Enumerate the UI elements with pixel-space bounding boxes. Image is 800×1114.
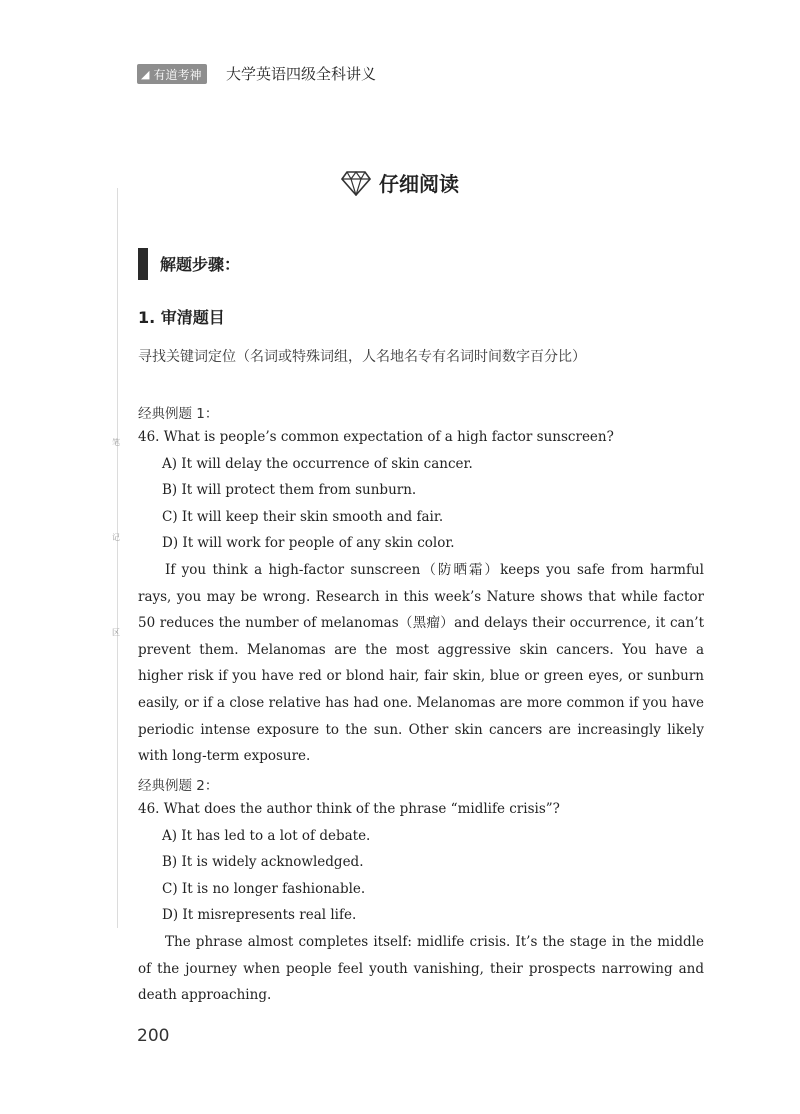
step1-title: 1. 审清题目 [138,308,225,327]
example1-question: 46. What is people’s common expectation of a high factor sunscreen? [138,429,614,445]
example2-option-a: A) It has led to a lot of debate. [162,828,371,844]
page-number: 200 [137,1026,170,1046]
example2-label: 经典例题 2： [138,778,219,794]
example1-option-a: A) It will delay the occurrence of skin cancer. [162,456,473,472]
example2-passage: The phrase almost completes itself: midlife crisis. It’s the stage in the middle of the journey when people feel youth vanishing, their prospects narrowing and death approaching. [138,934,704,1004]
example1-option-b: B) It will protect them from sunburn. [162,482,417,498]
example1-option-d: D) It will work for people of any skin color. [162,535,455,551]
example1-label: 经典例题 1： [138,406,219,422]
logo-icon: ◢ [141,67,150,81]
example1-passage: If you think a high-factor sunscreen（防晒霜）keeps you safe from harmful rays, you may be wrong. Research in this week’s Nature shows that while factor 50 reduces the number of melanomas（黑瘤）and delays their occurrence, it can’t prevent them. Melanomas are the most aggressive skin cancers. You have a higher risk if you have red or blond hair, fair skin, blue or green eyes, or sunburn easily, or if a close relative has had one. Melanomas are more common if you have periodic intense exposure to the sun. Other skin cancers are increasingly likely with long-term exposure. [138,562,704,765]
margin-divider [117,188,118,928]
book-title: 大学英语四级全科讲义 [226,65,377,83]
steps-heading: 解题步骤： [160,255,241,274]
example2-option-c: C) It is no longer fashionable. [162,881,366,897]
section-title-text: 仔细阅读 [379,172,459,196]
badge-text: 有道考神 [153,67,202,82]
diamond-icon [341,170,371,196]
margin-note-3: 区 [112,628,120,637]
margin-note-1: 笔 [112,438,120,447]
section-title [0,168,800,197]
heading-marker [138,248,148,280]
example2-option-b: B) It is widely acknowledged. [162,854,364,870]
example1-option-c: C) It will keep their skin smooth and fair. [162,509,444,525]
margin-note-2: 记 [112,533,120,542]
example2-option-d: D) It misrepresents real life. [162,907,357,923]
header-badge [137,64,207,84]
step1-instruction: 寻找关键词定位（名词或特殊词组，人名地名专有名词时间数字百分比） [138,349,586,365]
example2-question: 46. What does the author think of the phrase “midlife crisis”? [138,801,560,817]
